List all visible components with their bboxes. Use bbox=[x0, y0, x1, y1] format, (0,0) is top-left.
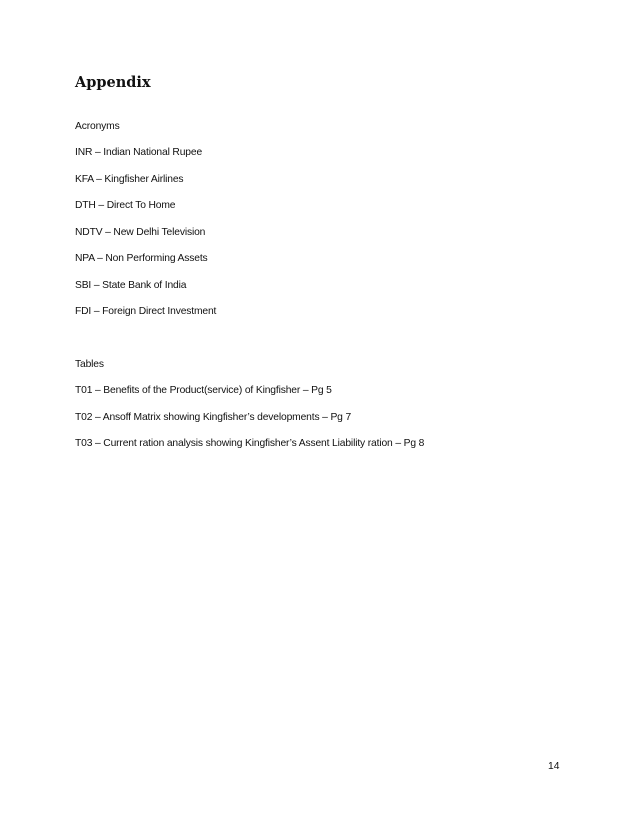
acronym-item-npa: NPA – Non Performing Assets bbox=[75, 253, 208, 264]
acronym-item-inr: INR – Indian National Rupee bbox=[75, 147, 203, 158]
acronym-item-fdi: FDI – Foreign Direct Investment bbox=[75, 306, 217, 317]
page-number: 14 bbox=[548, 761, 560, 772]
acronym-item-ndtv: NDTV – New Delhi Television bbox=[75, 227, 206, 238]
tables-heading: Tables bbox=[75, 359, 104, 370]
table-item-t01: T01 – Benefits of the Product(service) of Kingfisher – Pg 5 bbox=[75, 385, 332, 396]
table-item-t02: T02 – Ansoff Matrix showing Kingfisher’s developments – Pg 7 bbox=[75, 412, 352, 423]
table-item-t03: T03 – Current ration analysis showing Kingfisher’s Assent Liability ration – Pg 8 bbox=[75, 438, 425, 449]
acronym-item-kfa: KFA – Kingfisher Airlines bbox=[75, 174, 184, 185]
acronym-item-dth: DTH – Direct To Home bbox=[75, 200, 176, 211]
acronyms-heading: Acronyms bbox=[75, 121, 120, 132]
acronym-item-sbi: SBI – State Bank of India bbox=[75, 280, 187, 291]
appendix-title: Appendix bbox=[75, 74, 151, 91]
